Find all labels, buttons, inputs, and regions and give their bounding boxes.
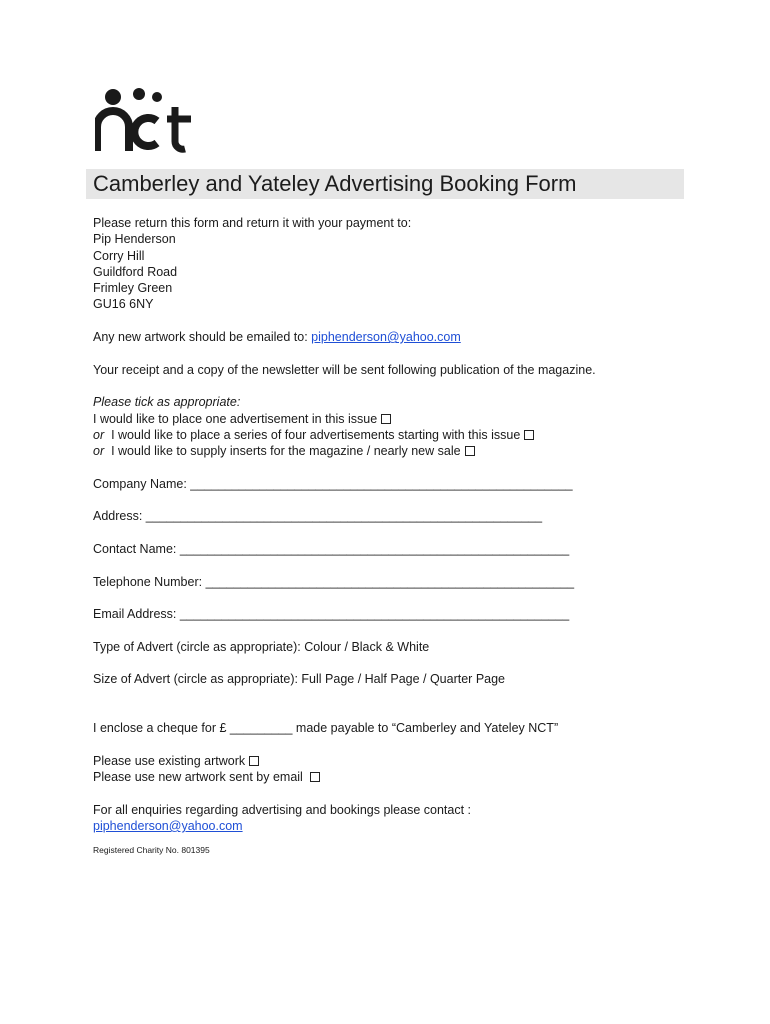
option-label: I would like to supply inserts for the magazine / nearly new sale (104, 444, 461, 459)
contact-name-field[interactable]: Contact Name: ________________________________________________________ (93, 541, 570, 556)
option-inserts (93, 443, 693, 459)
tick-heading (93, 394, 693, 410)
tick-heading-text: Please tick as appropriate: (93, 395, 241, 410)
title-bar (86, 169, 684, 199)
option-label: Please use existing artwork (93, 753, 246, 768)
new-artwork-option (93, 769, 693, 785)
address-line: Pip Henderson (93, 232, 176, 247)
address-line: Frimley Green (93, 281, 173, 296)
checkbox-single-advert[interactable] (381, 414, 391, 424)
option-prefix: or (93, 427, 105, 442)
option-series (93, 427, 693, 443)
enquiries-email-line (93, 818, 693, 834)
address-field[interactable]: Address: _________________________________________________________ (93, 509, 543, 524)
nct-logo (95, 87, 195, 153)
telephone-field[interactable]: Telephone Number: _____________________________________________________ (93, 574, 575, 589)
checkbox-series-adverts[interactable] (524, 430, 534, 440)
checkbox-inserts[interactable] (465, 446, 475, 456)
advert-size-choice[interactable]: Size of Advert (circle as appropriate): Full Page / Half Page / Quarter Page (93, 672, 506, 687)
checkbox-existing-artwork[interactable] (249, 756, 259, 766)
checkbox-new-artwork[interactable] (310, 772, 320, 782)
email-field[interactable]: Email Address: ________________________________________________________ (93, 607, 570, 622)
option-label: Please use new artwork sent by email (93, 770, 307, 785)
advert-type-choice[interactable]: Type of Advert (circle as appropriate): Colour / Black & White (93, 639, 430, 654)
option-prefix: or (93, 444, 105, 459)
artwork-text: Any new artwork should be emailed to: (93, 330, 312, 345)
existing-artwork-option (93, 753, 693, 769)
address-line: GU16 6NY (93, 297, 154, 312)
company-name-field[interactable]: Company Name: _______________________________________________________ (93, 476, 573, 491)
cheque-line[interactable]: I enclose a cheque for £ _________ made payable to “Camberley and Yateley NCT” (93, 721, 559, 736)
address-line: Corry Hill (93, 248, 145, 263)
receipt-text: Your receipt and a copy of the newsletter will be sent following publication of the magazine. (93, 362, 596, 377)
page-title: Camberley and Yateley Advertising Booking Form (93, 171, 577, 196)
charity-number: Registered Charity No. 801395 (93, 845, 210, 856)
option-label: I would like to place one advertisement in this issue (93, 411, 378, 426)
address-line: Guildford Road (93, 264, 178, 279)
return-intro: Please return this form and return it with your payment to: (93, 216, 412, 230)
artwork-line (93, 329, 693, 345)
option-single (93, 411, 693, 427)
option-label: I would like to place a series of four advertisements starting with this issue (104, 427, 521, 442)
form-body (93, 215, 693, 856)
enquiries-text: For all enquiries regarding advertising and bookings please contact : (93, 802, 472, 817)
enquiries-email-link[interactable]: piphenderson@yahoo.com (93, 818, 243, 833)
artwork-email-link[interactable]: piphenderson@yahoo.com (311, 330, 461, 345)
